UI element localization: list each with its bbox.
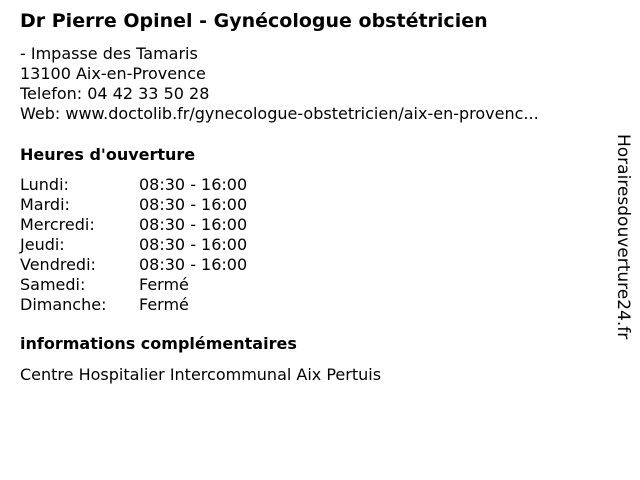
time-value: Fermé	[139, 295, 189, 314]
city-address: 13100 Aix-en-Provence	[20, 64, 206, 83]
website-link: Web: www.doctolib.fr/gynecologue-obstetricien/aix-en-provenc...	[20, 104, 539, 123]
address-block	[20, 44, 539, 124]
watermark-text: Horairesdouverture24.fr	[613, 134, 633, 340]
time-value: 08:30 - 16:00	[139, 195, 248, 214]
day-label: Jeudi:	[20, 235, 65, 254]
page-title: Dr Pierre Opinel - Gynécologue obstétricien	[20, 10, 488, 32]
time-value: 08:30 - 16:00	[139, 235, 248, 254]
time-value: 08:30 - 16:00	[139, 215, 248, 234]
day-label: Samedi:	[20, 275, 86, 294]
day-label: Vendredi:	[20, 255, 96, 274]
street-address: - Impasse des Tamaris	[20, 44, 198, 63]
info-text: Centre Hospitalier Intercommunal Aix Pertuis	[20, 365, 382, 384]
day-label: Dimanche:	[20, 295, 107, 314]
info-heading: informations complémentaires	[20, 334, 297, 353]
day-label: Mardi:	[20, 195, 70, 214]
watermark	[612, 134, 634, 346]
hours-heading: Heures d'ouverture	[20, 145, 196, 164]
time-value: 08:30 - 16:00	[139, 175, 248, 194]
day-label: Mercredi:	[20, 215, 95, 234]
phone-number: Telefon: 04 42 33 50 28	[20, 84, 210, 103]
time-value: Fermé	[139, 275, 189, 294]
time-value: 08:30 - 16:00	[139, 255, 248, 274]
day-label: Lundi:	[20, 175, 69, 194]
